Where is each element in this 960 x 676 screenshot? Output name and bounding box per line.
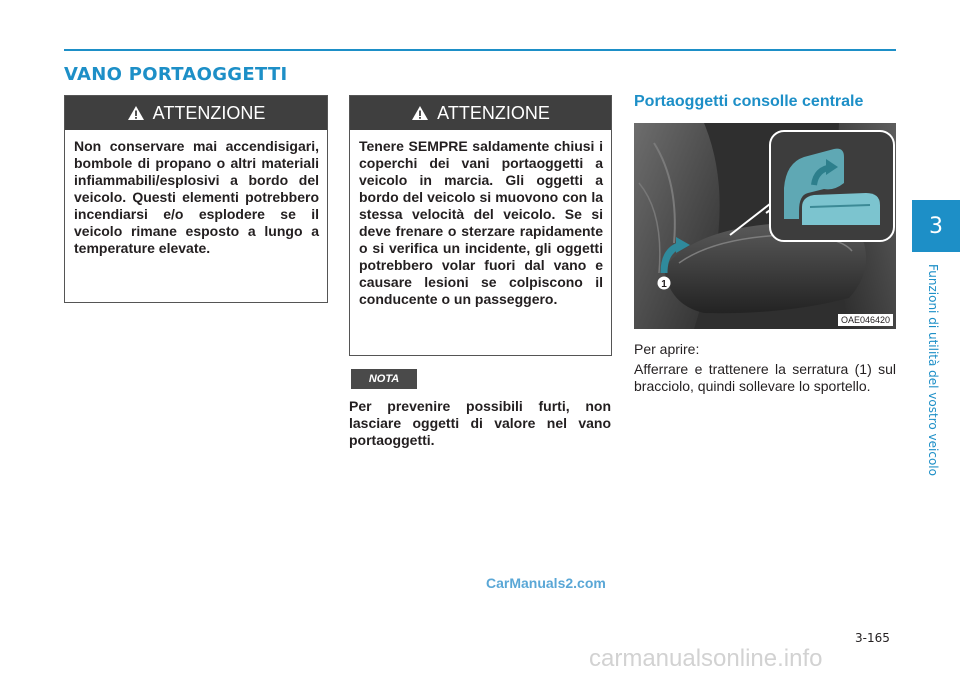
console-subtitle: Portaoggetti consolle centrale	[634, 93, 864, 110]
watermark-link[interactable]: CarManuals2.com	[486, 575, 606, 591]
warning-triangle-icon	[411, 105, 429, 121]
warning-text: Non conservare mai accendisigari, bombole di propano o altri materiali infiammabili/esplosivi a bordo del veicolo. Questi elementi potrebbero incendiarsi e/o esplodere se il veicolo rimane esposto a lungo a temperature elevate.	[74, 138, 319, 256]
warning-text: Tenere SEMPRE saldamente chiusi i coperchi dei vani portaoggetti a veicolo in marcia. Gli oggetti a bordo del veicolo si muovono con la stessa velocità del veicolo. Se si deve frenare o sterzare rapidamente o si verifica un incidente, gli oggetti potrebbero volar fuori dal vano e causare lesioni se colpiscono il conducente o un passeggero.	[359, 138, 603, 307]
warning-header	[350, 96, 611, 130]
image-code: OAE046420	[838, 314, 893, 326]
page-number: 3-165	[855, 631, 890, 645]
warning-box-lids	[349, 95, 612, 356]
open-intro: Per aprire:	[634, 341, 700, 357]
warning-triangle-icon	[127, 105, 145, 121]
chapter-tab[interactable]	[912, 200, 960, 252]
chapter-title: Funzioni di utilità del vostro veicolo	[926, 264, 940, 476]
top-rule	[64, 49, 896, 51]
warning-header	[65, 96, 327, 130]
section-title: VANO PORTAOGGETTI	[64, 64, 288, 85]
warning-box-flammables	[64, 95, 328, 303]
footer-watermark: carmanualsonline.info	[589, 645, 823, 672]
callout-number: 1	[661, 279, 667, 290]
note-text: Per prevenire possibili furti, non lasciare oggetti di valore nel vano portaoggetti.	[349, 398, 611, 448]
warning-title: ATTENZIONE	[152, 102, 266, 123]
open-step: Afferrare e trattenere la serratura (1) sul bracciolo, quindi sollevare lo sportello.	[634, 361, 896, 394]
console-armrest-illustration	[634, 123, 896, 329]
warning-title: ATTENZIONE	[437, 102, 550, 123]
note-label: NOTA	[351, 369, 417, 389]
armrest-drawing	[634, 123, 896, 329]
chapter-number: 3	[929, 213, 943, 239]
